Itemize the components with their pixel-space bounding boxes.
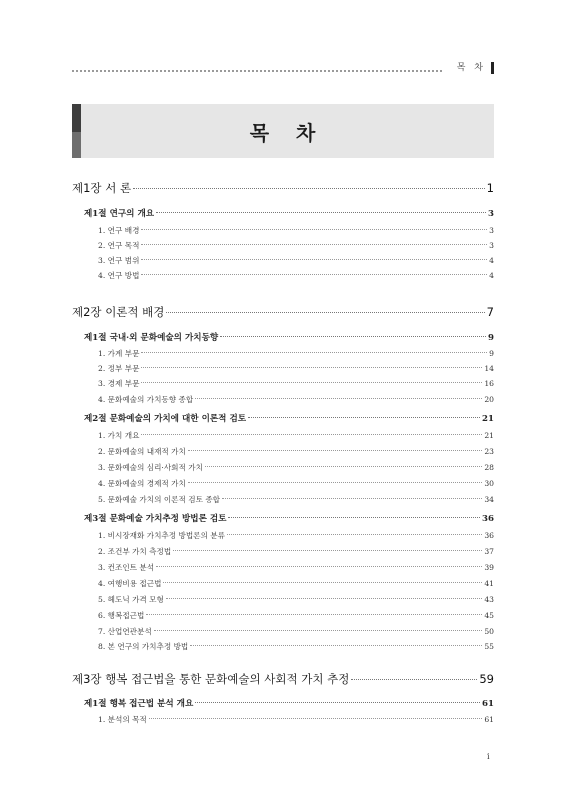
toc-item[interactable]	[72, 562, 494, 573]
toc-page-number: 1	[486, 181, 494, 195]
page-title: 목 차	[249, 120, 326, 145]
toc-item[interactable]	[72, 478, 494, 489]
toc-item[interactable]	[72, 363, 494, 374]
dot-leader	[195, 702, 480, 703]
toc-item[interactable]	[72, 626, 494, 637]
toc-item-label: 2. 연구 목적	[98, 241, 140, 250]
dot-leader	[156, 212, 486, 213]
toc-item[interactable]	[72, 394, 494, 405]
toc-item-label: 5. 헤도닉 가격 모형	[98, 595, 164, 604]
toc-item-label: 1. 연구 배경	[98, 226, 140, 235]
dot-leader	[149, 718, 483, 719]
toc-item[interactable]	[72, 714, 494, 725]
title-banner	[72, 104, 494, 158]
dot-leader	[166, 598, 482, 599]
toc-item-label: 4. 문화예술의 경제적 가치	[98, 479, 186, 488]
toc-page-number: 3	[488, 209, 494, 219]
toc-page-number: 4	[489, 256, 494, 265]
toc-page-number: 21	[482, 414, 494, 424]
dot-leader	[228, 517, 480, 518]
toc-item[interactable]	[72, 348, 494, 359]
toc-page-number: 30	[484, 479, 494, 488]
dot-leader	[141, 244, 487, 245]
toc-item[interactable]	[72, 270, 494, 281]
toc-section-2-2[interactable]	[72, 412, 494, 424]
toc-page-number: 14	[484, 364, 494, 373]
toc-page-number: 37	[484, 547, 494, 556]
toc-item-label: 6. 행복접근법	[98, 611, 145, 620]
toc-page-number: 21	[484, 431, 494, 440]
toc-page-number: 7	[486, 305, 494, 319]
toc-item[interactable]	[72, 494, 494, 505]
toc-item-label: 5. 문화예술 가치의 이론적 검토 종합	[98, 495, 221, 504]
toc-chapter-3[interactable]	[72, 671, 494, 687]
toc-item[interactable]	[72, 240, 494, 251]
dot-leader	[141, 367, 482, 368]
toc-page-number: 43	[484, 595, 494, 604]
title-accent-dark	[72, 104, 81, 132]
toc-section-label: 제3절 문화예술 가치추정 방법론 검토	[84, 514, 227, 524]
toc-item-label: 2. 조건부 가치 측정법	[98, 547, 172, 556]
toc-item-label: 3. 문화예술의 심리·사회적 가치	[98, 463, 203, 472]
dot-leader	[227, 534, 482, 535]
toc-page-number: 4	[489, 271, 494, 280]
toc-item[interactable]	[72, 430, 494, 441]
toc-page-number: 28	[484, 463, 494, 472]
dot-leader	[141, 352, 487, 353]
toc-item-label: 3. 연구 범위	[98, 256, 140, 265]
toc-page-number: 36	[482, 514, 494, 524]
toc-page-number: 9	[488, 333, 494, 343]
dot-leader	[351, 679, 477, 680]
toc-page-number: 34	[484, 495, 494, 504]
toc-item[interactable]	[72, 546, 494, 557]
dot-leader	[146, 614, 482, 615]
dot-leader	[195, 398, 482, 399]
toc-page-number: 50	[484, 627, 494, 636]
dot-leader	[141, 434, 482, 435]
toc-item[interactable]	[72, 225, 494, 236]
toc-chapter-2[interactable]	[72, 304, 494, 320]
toc-page-number: 45	[484, 611, 494, 620]
toc-section-label: 제2절 문화예술의 가치에 대한 이론적 검토	[84, 414, 247, 424]
dot-leader	[190, 645, 482, 646]
toc-page-number: 61	[484, 715, 494, 724]
toc-page-number: 20	[484, 395, 494, 404]
toc-section-1-1[interactable]	[72, 207, 494, 219]
toc-item-label: 4. 연구 방법	[98, 271, 140, 280]
dot-leader	[220, 336, 486, 337]
dot-leader	[205, 466, 482, 467]
dot-leader	[166, 312, 484, 313]
toc-page-number: 9	[489, 349, 494, 358]
toc-item-label: 4. 문화예술의 가치동향 종합	[98, 395, 194, 404]
page-number: i	[487, 752, 490, 761]
toc-item[interactable]	[72, 610, 494, 621]
title-box	[81, 104, 494, 158]
dot-leader	[156, 566, 482, 567]
toc-page-number: 16	[484, 379, 494, 388]
toc-item-label: 4. 여행비용 접근법	[98, 579, 162, 588]
dot-leader	[154, 630, 483, 631]
dot-leader	[133, 188, 485, 189]
toc-section-2-3[interactable]	[72, 512, 494, 524]
dot-leader	[141, 229, 487, 230]
toc-item-label: 1. 분석의 목적	[98, 715, 147, 724]
toc-item-label: 1. 가치 개요	[98, 431, 140, 440]
toc-chapter-label: 제3장 행복 접근법을 통한 문화예술의 사회적 가치 추정	[72, 672, 350, 686]
toc-page-number: 55	[484, 642, 494, 651]
toc-page-number: 39	[484, 563, 494, 572]
running-header-label: 목 차	[456, 63, 486, 73]
toc-page-number: 36	[484, 531, 494, 540]
header-bar-mark	[491, 62, 494, 74]
toc-item-label: 8. 본 연구의 가치추정 방법	[98, 642, 189, 651]
toc-page-number: 41	[484, 579, 494, 588]
toc-page-number: 59	[479, 672, 494, 686]
dot-leader	[222, 498, 482, 499]
dot-leader	[163, 582, 482, 583]
dot-leader	[141, 382, 482, 383]
toc-item-label: 7. 산업연관분석	[98, 627, 152, 636]
toc-item[interactable]	[72, 378, 494, 389]
title-accent-bar	[72, 104, 81, 158]
dot-leader	[141, 274, 487, 275]
toc-item-label: 1. 가계 부문	[98, 349, 140, 358]
toc-item[interactable]	[72, 530, 494, 541]
toc-chapter-1[interactable]	[72, 180, 494, 196]
toc-item[interactable]	[72, 641, 494, 652]
toc-page-number: 3	[489, 241, 494, 250]
toc-section-label: 제1절 국내·외 문화예술의 가치동향	[84, 333, 219, 343]
toc-section-3-1[interactable]	[72, 697, 494, 709]
toc-item[interactable]	[72, 255, 494, 266]
dot-leader	[188, 450, 482, 451]
dot-leader	[188, 482, 482, 483]
dot-leader	[141, 259, 487, 260]
header-dotted-rule	[72, 70, 442, 72]
toc-page-number: 61	[482, 699, 494, 709]
toc-page-number: 23	[484, 447, 494, 456]
toc-page-number: 3	[489, 226, 494, 235]
toc-chapter-label: 제2장 이론적 배경	[72, 305, 165, 319]
toc-item[interactable]	[72, 446, 494, 457]
toc-item[interactable]	[72, 594, 494, 605]
running-header	[72, 62, 494, 74]
toc-chapter-label: 제1장 서 론	[72, 181, 132, 195]
toc-item[interactable]	[72, 578, 494, 589]
dot-leader	[248, 417, 480, 418]
toc-item-label: 3. 경제 부문	[98, 379, 140, 388]
toc-item-label: 2. 정부 부문	[98, 364, 140, 373]
toc-item-label: 3. 컨조인트 분석	[98, 563, 155, 572]
toc-section-label: 제1절 연구의 개요	[84, 209, 155, 219]
toc-item[interactable]	[72, 462, 494, 473]
toc-section-label: 제1절 행복 접근법 분석 개요	[84, 699, 194, 709]
toc-item-label: 1. 비시장재화 가치추정 방법론의 분류	[98, 531, 225, 540]
toc-item-label: 2. 문화예술의 내재적 가치	[98, 447, 186, 456]
dot-leader	[173, 550, 482, 551]
toc-section-2-1[interactable]	[72, 331, 494, 343]
